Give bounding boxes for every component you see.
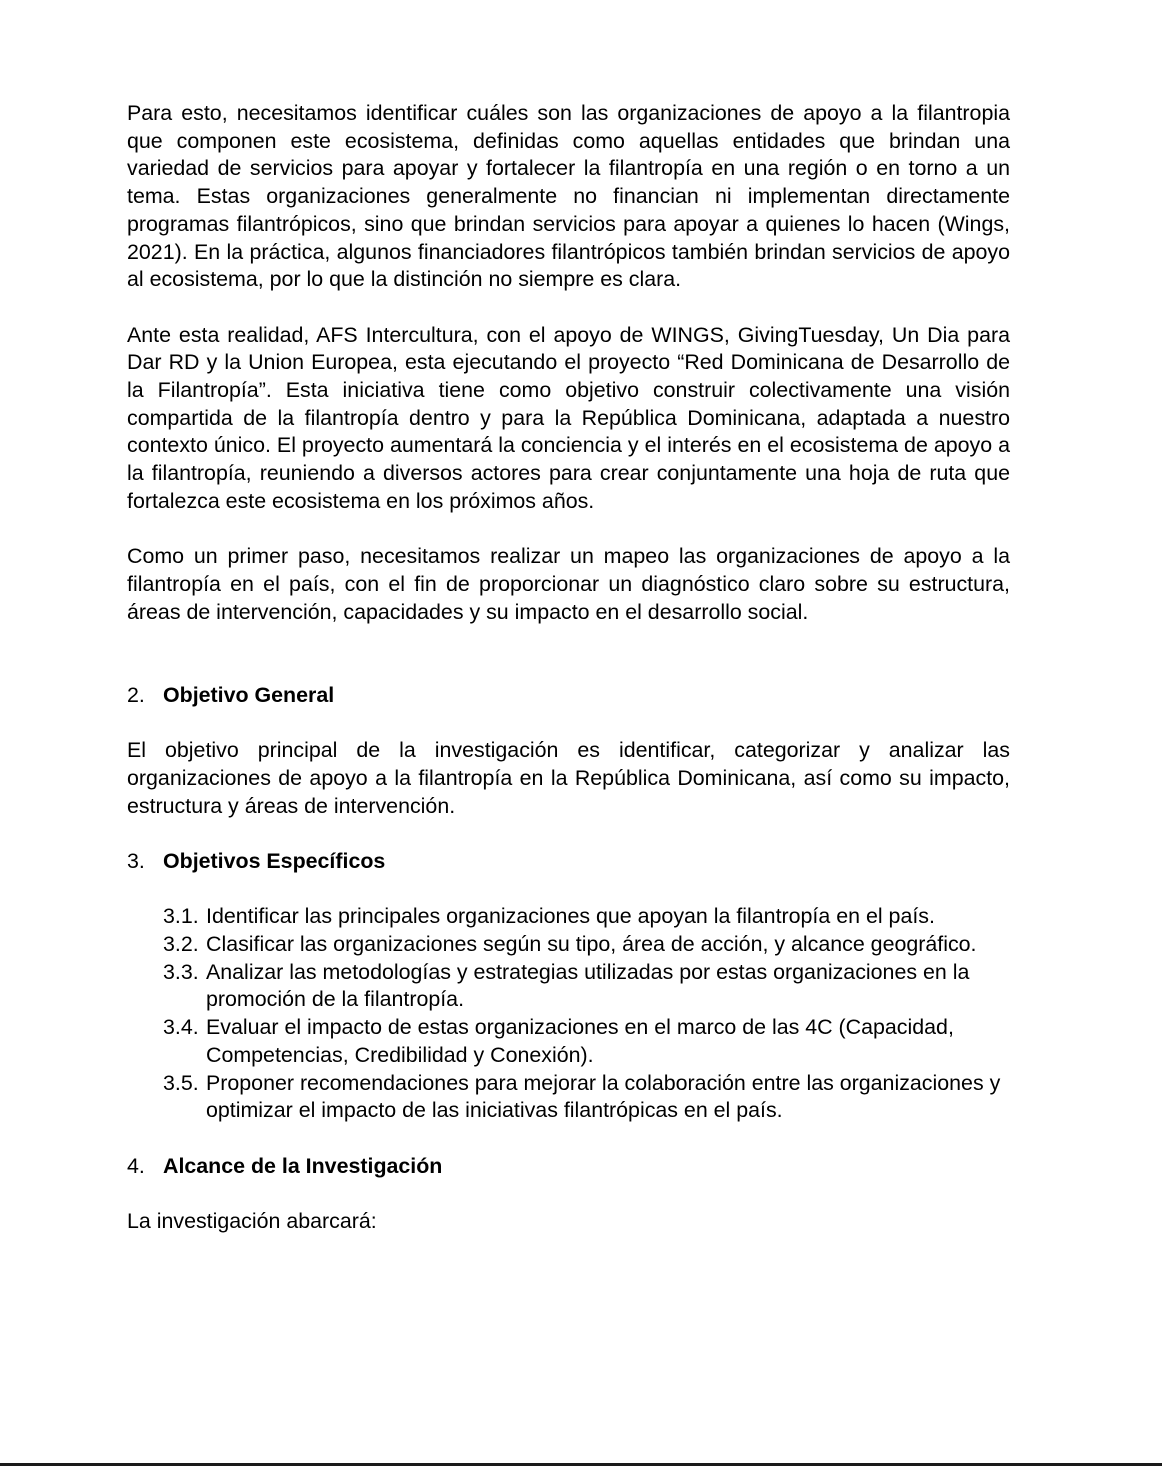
section-4-number: 4. [127,1153,145,1178]
list-item-text: Analizar las metodologías y estrategias utilizadas por estas organizaciones en la promoción de la filantropía. [206,959,970,1012]
document-page [127,100,1010,1236]
specific-objectives-list [127,903,1010,1125]
list-item-text: Evaluar el impacto de estas organizaciones en el marco de las 4C (Capacidad, Competencias, Credibilidad y Conexión). [206,1015,954,1067]
list-item [127,959,1010,1014]
list-item-number: 3.5. [163,1070,199,1095]
section-3-title: Objetivos Específicos [163,848,386,873]
list-item-text: Clasificar las organizaciones según su tipo, área de acción, y alcance geográfico. [206,932,977,956]
section-3-number: 3. [127,848,145,873]
list-item-number: 3.4. [163,1015,199,1040]
section-4-title: Alcance de la Investigación [163,1153,443,1178]
list-item [127,1070,1010,1125]
list-item-number: 3.3. [163,959,199,984]
intro-paragraph-3: Como un primer paso, necesitamos realizar un mapeo las organizaciones de apoyo a la filantropía en el país, con el fin de proporcionar un diagnóstico claro sobre su estructura, áreas de intervención, capacidades y su impacto en el desarrollo social. [127,544,1010,624]
list-item-number: 3.2. [163,932,199,956]
list-item-text: Identificar las principales organizaciones que apoyan la filantropía en el país. [206,904,935,929]
list-item [127,1014,1010,1069]
section-3-heading [127,848,1010,876]
section-4-heading [127,1153,1010,1181]
intro-paragraph-2: Ante esta realidad, AFS Intercultura, con el apoyo de WINGS, GivingTuesday, Un Dia para Dar RD y la Union Europea, esta ejecutando el proyecto “Red Dominicana de Desarrollo de la Filantropía”. Esta iniciativa tiene como objetivo construir colectivamente una visión compartida de la filantropía dentro y para la República Dominicana, adaptada a nuestro contexto único. El proyecto aumentará la conciencia y el interés en el ecosistema de apoyo a la filantropía, reuniendo a diversos actores para crear conjuntamente una hoja de ruta que fortalezca este ecosistema en los próximos años. [127,322,1010,513]
list-item-number: 3.1. [163,904,199,929]
section-2-body: El objetivo principal de la investigación es identificar, categorizar y analizar las organizaciones de apoyo a la filantropía en la República Dominicana, así como su impacto, estructura y áreas de intervención. [127,738,1010,818]
list-item [127,931,1010,959]
list-item-text: Proponer recomendaciones para mejorar la colaboración entre las organizaciones y optimizar el impacto de las iniciativas filantrópicas en el país. [206,1070,1001,1123]
section-4-body: La investigación abarcará: [127,1209,377,1233]
section-2-heading [127,682,1010,710]
intro-paragraph-1: Para esto, necesitamos identificar cuáles son las organizaciones de apoyo a la filantropia que componen este ecosistema, definidas como aquellas entidades que brindan una variedad de servicios para apoyar y fortalecer la filantropía en una región o en torno a un tema. Estas organizaciones generalmente no financian ni implementan directamente programas filantrópicos, sino que brindan servicios para apoyar a quienes lo hacen (Wings, 2021). En la práctica, algunos financiadores filantrópicos también brindan servicios de apoyo al ecosistema, por lo que la distinción no siempre es clara. [127,101,1010,292]
section-2-number: 2. [127,682,145,707]
list-item [127,903,1010,931]
section-2-title: Objetivo General [163,682,335,707]
